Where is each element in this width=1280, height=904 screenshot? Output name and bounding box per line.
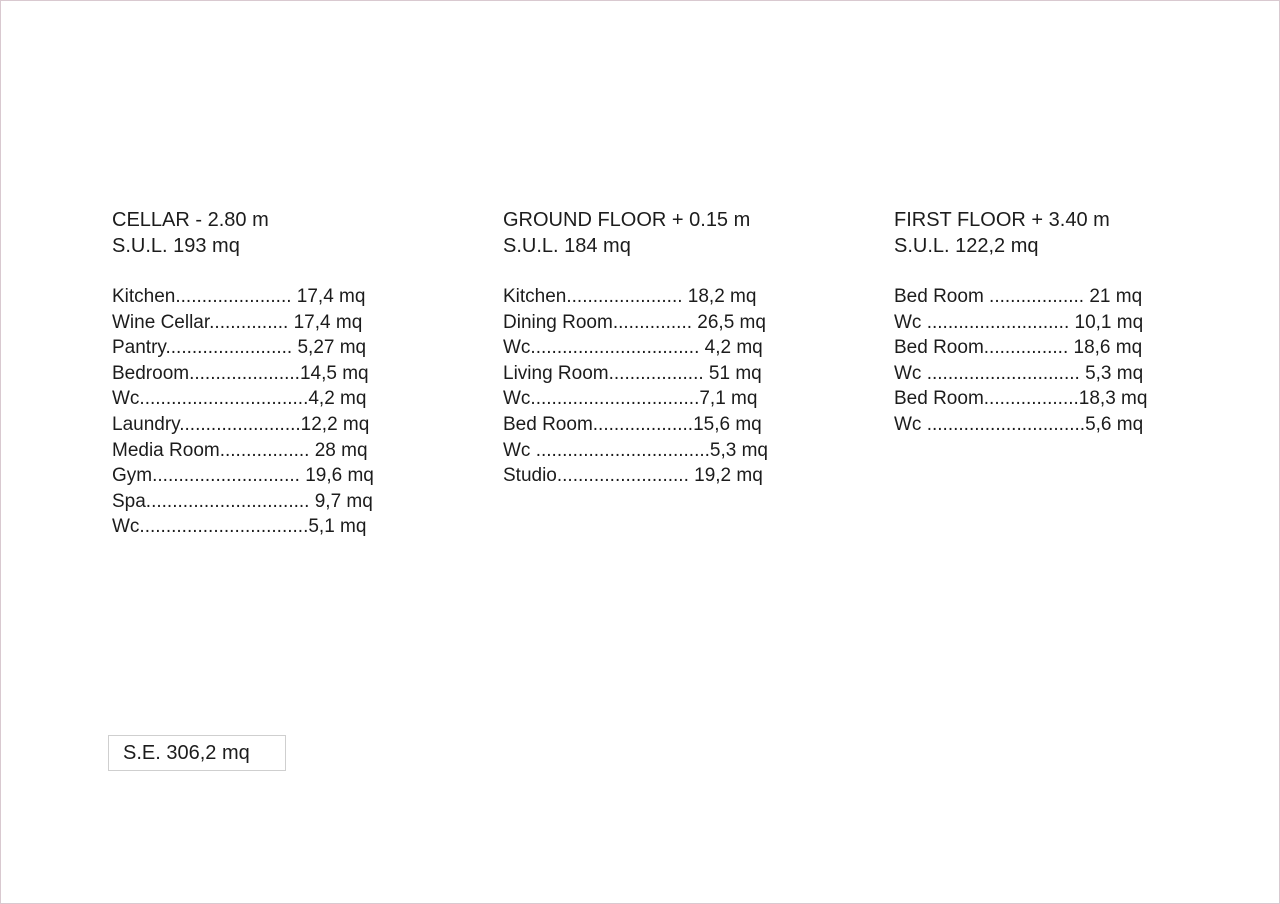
room-item: Wc ........................... 10,1 mq (894, 311, 1144, 333)
floor-title: GROUND FLOOR + 0.15 m (503, 209, 751, 231)
se-total-box: S.E. 306,2 mq (108, 735, 286, 771)
room-item: Dining Room............... 26,5 mq (503, 311, 766, 333)
room-item: Bed Room...................15,6 mq (503, 413, 762, 435)
room-item: Wc................................4,2 mq (112, 388, 367, 410)
room-list (894, 284, 1224, 438)
room-item: Wine Cellar............... 17,4 mq (112, 311, 363, 333)
room-item: Wc .................................5,3 mq (503, 439, 768, 461)
room-item: Media Room................. 28 mq (112, 439, 368, 461)
room-item: Spa............................... 9,7 mq (112, 490, 373, 512)
room-item: Bed Room .................. 21 mq (894, 286, 1143, 307)
room-item: Bedroom.....................14,5 mq (112, 362, 369, 384)
room-item: Wc................................5,1 mq (112, 516, 367, 538)
room-item: Laundry.......................12,2 mq (112, 413, 370, 435)
room-item: Wc................................7,1 mq (503, 388, 758, 410)
floor-sul: S.U.L. 122,2 mq (894, 235, 1039, 257)
room-list (503, 284, 833, 489)
room-item: Wc ............................. 5,3 mq (894, 362, 1144, 384)
room-item: Living Room.................. 51 mq (503, 362, 762, 384)
room-item: Gym............................ 19,6 mq (112, 465, 374, 487)
room-item: Bed Room..................18,3 mq (894, 388, 1148, 410)
room-item: Wc ..............................5,6 mq (894, 413, 1144, 435)
room-list (112, 284, 442, 540)
room-item: Pantry........................ 5,27 mq (112, 337, 367, 359)
room-item: Bed Room................ 18,6 mq (894, 337, 1143, 359)
floor-column-ground (503, 207, 833, 489)
floor-title: CELLAR - 2.80 m (112, 209, 269, 231)
floor-title: FIRST FLOOR + 3.40 m (894, 209, 1110, 231)
floor-sul: S.U.L. 193 mq (112, 235, 240, 257)
room-item: Studio......................... 19,2 mq (503, 465, 763, 487)
floor-sul: S.U.L. 184 mq (503, 235, 631, 257)
room-item: Kitchen...................... 17,4 mq (112, 286, 366, 307)
floor-column-cellar (112, 207, 442, 540)
floor-column-first (894, 207, 1224, 438)
room-item: Wc................................ 4,2 mq (503, 337, 763, 359)
room-item: Kitchen...................... 18,2 mq (503, 286, 757, 307)
